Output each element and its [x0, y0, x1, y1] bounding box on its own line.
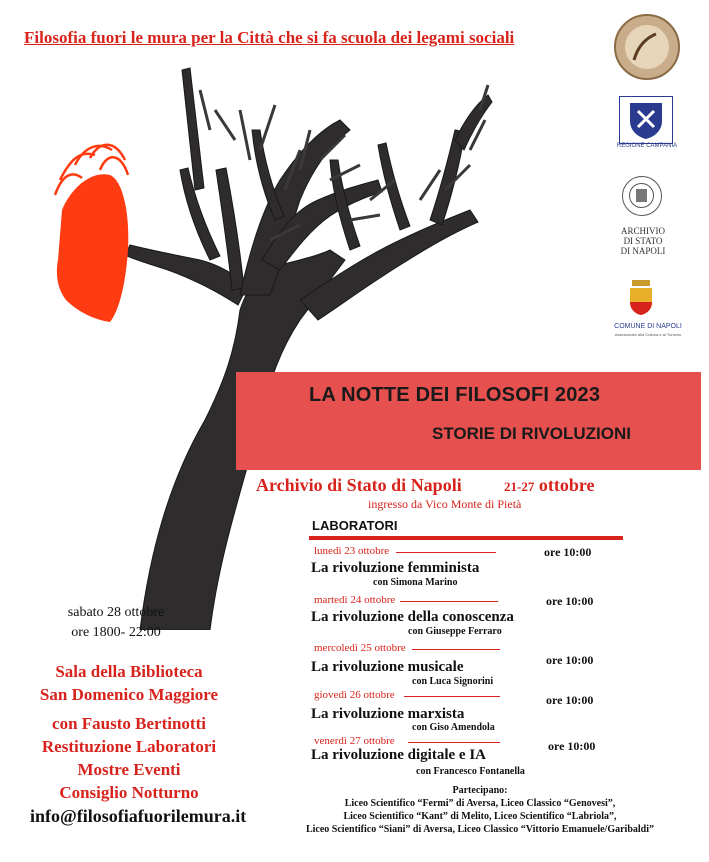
lab-rule	[408, 742, 500, 743]
lab-day: mercoledì 25 ottobre	[314, 642, 406, 654]
association-seal-logo	[614, 14, 680, 80]
archivio-stato-seal	[622, 176, 662, 216]
laboratori-divider	[309, 536, 623, 540]
event-date: sabato 28 ottobre ore 1800- 22:00	[67, 605, 165, 640]
comune-napoli-label: COMUNE DI NAPOLI	[614, 323, 682, 330]
lab-rule	[396, 552, 496, 553]
comune-napoli-crest	[626, 276, 656, 316]
venue-dates: 21-27 ottobre	[504, 475, 595, 495]
flame-hand	[57, 174, 128, 322]
lab-time: ore 10:00	[546, 653, 594, 667]
event-subtitle: STORIE DI RIVOLUZIONI	[432, 424, 631, 443]
comune-napoli-subtitle: Assessorato alla Cultura e al Turismo	[614, 332, 682, 337]
lab-with: con Simona Marino	[373, 577, 458, 588]
venue-name: Archivio di Stato di Napoli	[256, 475, 462, 495]
regione-campania-logo	[619, 96, 673, 144]
lab-title: La rivoluzione marxista	[311, 706, 465, 722]
tree-illustration	[0, 50, 520, 630]
laboratori-heading: LABORATORI	[312, 518, 398, 533]
header-tagline: Filosofia fuori le mura per la Città che si fa scuola dei legami sociali	[24, 28, 515, 47]
lab-time: ore 10:00	[548, 739, 596, 753]
participants: Partecipano: Liceo Scientifico “Fermi” di Aversa, Liceo Classico “Genovesi”, Liceo Scientifico “Kant” di Melito, Liceo Scientifico “Labriola”, Liceo Scientifico “Siani” di Aversa, Liceo Classico “Vittorio Emanuele/Garibaldi”	[305, 785, 655, 835]
lab-day: lunedì 23 ottobre	[314, 545, 390, 557]
event-location: Sala della Biblioteca San Domenico Maggiore	[39, 662, 219, 704]
lab-time: ore 10:00	[546, 594, 594, 608]
lab-time: ore 10:00	[546, 693, 594, 707]
lab-with: con Giso Amendola	[412, 722, 495, 733]
lab-with: con Luca Signorini	[412, 676, 494, 687]
archivio-stato-text: ARCHIVIO DI STATO DI NAPOLI	[620, 226, 666, 256]
lab-with: con Francesco Fontanella	[416, 766, 525, 777]
lab-with: con Giuseppe Ferraro	[408, 626, 502, 637]
regione-campania-label: REGIONE CAMPANIA	[616, 143, 678, 149]
lab-title: La rivoluzione della conoscenza	[311, 609, 514, 625]
lab-title: La rivoluzione musicale	[311, 659, 464, 675]
lab-rule	[400, 601, 498, 602]
lab-time: ore 10:00	[544, 545, 592, 559]
lab-day: giovedì 26 ottobre	[314, 689, 395, 701]
lab-rule	[404, 696, 500, 697]
event-title: LA NOTTE DEI FILOSOFI 2023	[309, 384, 601, 406]
lab-title: La rivoluzione femminista	[311, 560, 480, 576]
lab-day: martedì 24 ottobre	[314, 594, 396, 606]
contact-email[interactable]: info@filosofiafuorilemura.it	[30, 806, 247, 826]
lab-day: venerdì 27 ottobre	[314, 735, 395, 747]
lab-title: La rivoluzione digitale e IA	[311, 747, 486, 763]
event-program: con Fausto Bertinotti Restituzione Laboratori Mostre Eventi Consiglio Notturno	[41, 714, 217, 802]
venue-entrance: ingresso da Vico Monte di Pietà	[368, 497, 522, 511]
lab-rule	[412, 649, 500, 650]
